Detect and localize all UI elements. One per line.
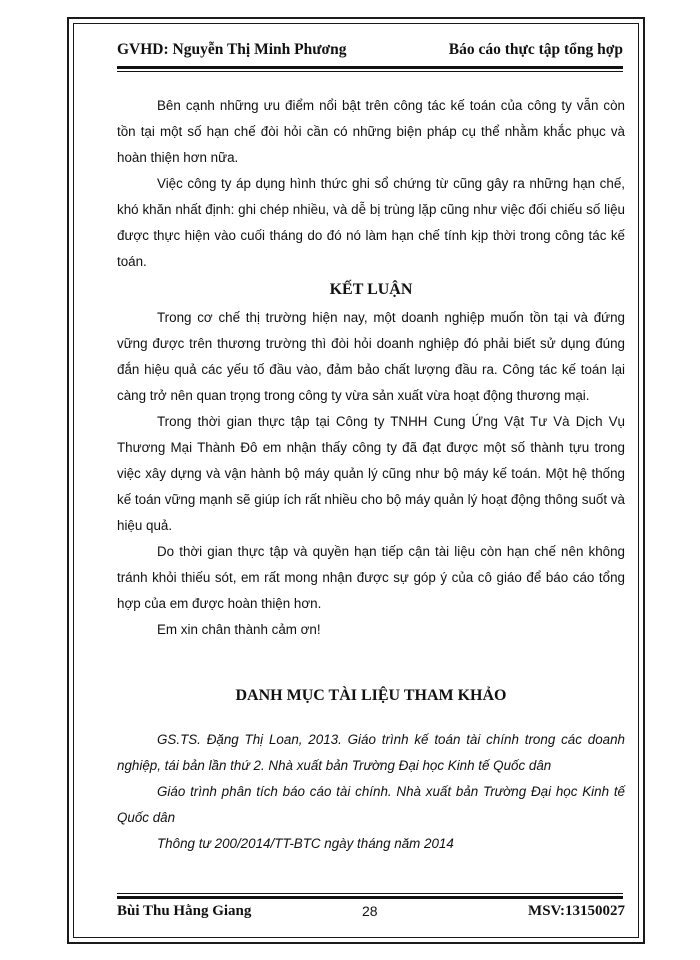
reference-item: Giáo trình phân tích báo cáo tài chính. Nhà xuất bản Trường Đại học Kinh tế Quốc dân [117, 784, 625, 825]
header-report-title: Báo cáo thực tập tổng hợp [448, 41, 623, 58]
main-content [117, 93, 625, 643]
page-number: 28 [362, 903, 378, 919]
paragraph: Trong thời gian thực tập tại Công ty TNHH Cung Ứng Vật Tư Và Dịch Vụ Thương Mại Thành Đô em nhận thấy công ty đã đạt được một số thành tựu trong việc xây dựng và vận hành bộ máy quản lý cũng như bộ máy kế toán. Một hệ thống kế toán vững mạnh sẽ giúp ích rất nhiều cho bộ máy quản lý hoạt động thông suốt và hiệu quả. [117, 414, 625, 533]
header-supervisor: GVHD: Nguyễn Thị Minh Phương [117, 41, 347, 58]
reference-item: GS.TS. Đặng Thị Loan, 2013. Giáo trình kế toán tài chính trong các doanh nghiệp, tái bản lần thứ 2. Nhà xuất bản Trường Đại học Kinh tế Quốc dân [117, 732, 625, 773]
footer-student-id: MSV:13150027 [528, 903, 625, 919]
paragraph: Việc công ty áp dụng hình thức ghi sổ chứng từ cũng gây ra những hạn chế, khó khăn nhất định: ghi chép nhiều, và dễ bị trùng lặp cũng như việc đối chiếu số liệu được thực hiện vào cuối tháng do đó nó làm hạn chế tính kịp thời trong công tác kế toán. [117, 176, 625, 269]
page-footer [117, 903, 625, 925]
paragraph: Do thời gian thực tập và quyền hạn tiếp cận tài liệu còn hạn chế nên không tránh khỏi thiếu sót, em rất mong nhận được sự góp ý của cô giáo để báo cáo tổng hợp của em được hoàn thiện hơn. [117, 544, 625, 611]
header-rule-thick [117, 66, 623, 69]
references-list [117, 727, 625, 857]
header-rule-thin [117, 71, 623, 72]
paragraph: Em xin chân thành cảm ơn! [157, 622, 321, 637]
paragraph: Bên cạnh những ưu điểm nổi bật trên công tác kế toán của công ty vẫn còn tồn tại một số hạn chế đòi hỏi cần có những biện pháp cụ thể nhằm khắc phục và hoàn thiện hơn nữa. [117, 98, 625, 165]
references-heading: DANH MỤC TÀI LIỆU THAM KHẢO [235, 687, 507, 704]
paragraph: Trong cơ chế thị trường hiện nay, một doanh nghiệp muốn tồn tại và đứng vững được trên thương trường thì đòi hỏi doanh nghiệp đó phải biết sử dụng đúng đắn hiệu quả các yếu tố đầu vào, đảm bảo chất lượng đầu ra. Công tác kế toán lại càng trở nên quan trọng trong công ty vừa sản xuất vừa hoạt động thương mại. [117, 310, 625, 403]
footer-rule-thick [117, 896, 623, 899]
footer-rule-thin [117, 893, 623, 894]
conclusion-heading: KẾT LUẬN [329, 281, 413, 298]
footer-author: Bùi Thu Hằng Giang [117, 903, 252, 919]
reference-item: Thông tư 200/2014/TT-BTC ngày tháng năm 2014 [157, 836, 454, 851]
page-header [117, 41, 623, 65]
